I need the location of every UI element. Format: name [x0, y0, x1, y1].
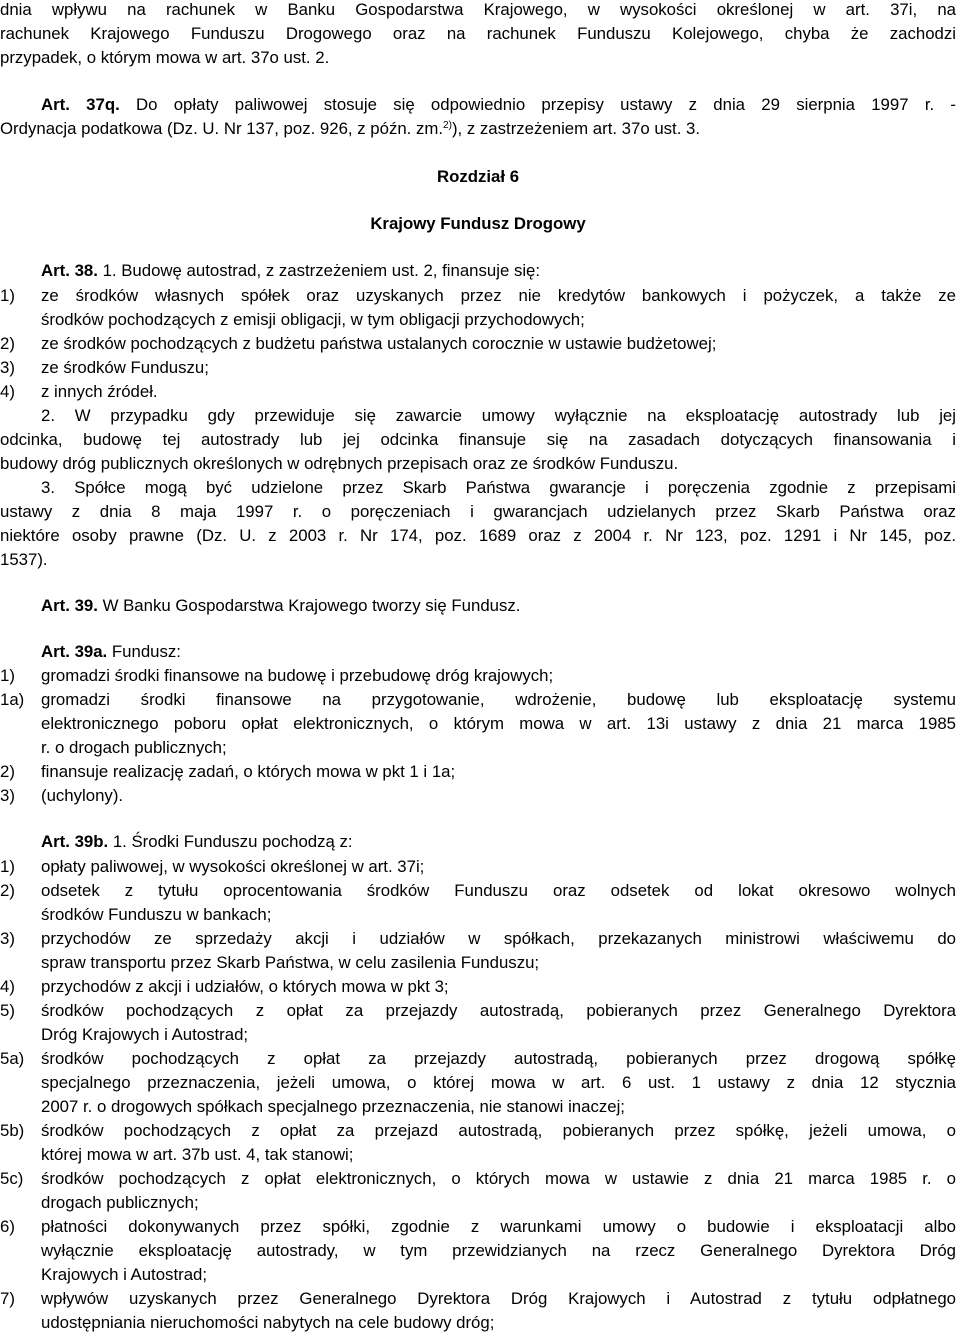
item-text: środków pochodzących z opłat za przejazd autostradą, pobieranych przez spółkę, jeżeli umowa, o	[41, 1121, 956, 1140]
item-text: z innych źródeł.	[41, 382, 158, 401]
art38-p3-line-1: 3. Spółce mogą być udzielone przez Skarb Państwa gwarancje i poręczenia zgodnie z przepisami	[41, 478, 956, 497]
item-text: wpływów uzyskanych przez Generalnego Dyrektora Dróg Krajowych i Autostrad z tytułu odpłatnego	[41, 1289, 956, 1308]
item-number: 3)	[0, 786, 15, 805]
art38-label: Art. 38.	[41, 261, 98, 280]
item-number: 2)	[0, 334, 15, 353]
art39b-lead-text: 1. Środki Funduszu pochodzą z:	[112, 832, 353, 851]
art39a-lead	[41, 640, 181, 665]
item-text: płatności dokonywanych przez spółki, zgodnie z warunkami umowy o budowie i eksploatacji albo	[41, 1217, 956, 1236]
art38-p3-line-3: niektóre osoby prawne (Dz. U. z 2003 r. Nr 174, poz. 1689 oraz z 2004 r. Nr 123, poz. 1291 i Nr 145, poz.	[0, 526, 956, 545]
item-text: odsetek z tytułu oprocentowania środków Funduszu oraz odsetek od lokat okresowo wolnych	[41, 881, 956, 900]
item-number: 5a)	[0, 1049, 25, 1068]
item-text: opłaty paliwowej, w wysokości określonej w art. 37i;	[41, 857, 425, 876]
art39b-item-1	[0, 855, 424, 880]
art39b-label: Art. 39b.	[41, 832, 109, 851]
item-number: 1)	[0, 666, 15, 685]
art39b-item-6	[0, 1215, 956, 1240]
art39b-item-7	[0, 1287, 956, 1312]
art39b-item-2	[0, 879, 956, 904]
art38-item-4	[0, 380, 158, 405]
item-number: 6)	[0, 1217, 15, 1236]
art38-item-1	[0, 284, 956, 309]
item-text: ze środków Funduszu;	[41, 358, 209, 377]
art39b-item-5	[0, 999, 956, 1024]
item-number: 1)	[0, 857, 15, 876]
intro-line-1: dnia wpływu na rachunek w Banku Gospodarstwa Krajowego, w wysokości określonej w art. 37i, na	[0, 0, 956, 19]
footnote-ref: 2)	[443, 120, 452, 131]
art39b-item-5b-cont: której mowa w art. 37b ust. 4, tak stanowi;	[41, 1145, 354, 1164]
art39b-item-5c-cont: drogach publicznych;	[41, 1193, 199, 1212]
art37q-text-3: ), z zastrzeżeniem art. 37o ust. 3.	[451, 119, 701, 138]
art39-text: W Banku Gospodarstwa Krajowego tworzy się Fundusz.	[102, 596, 521, 615]
item-number: 4)	[0, 977, 15, 996]
art37q-text-2: Ordynacja podatkowa (Dz. U. Nr 137, poz. 926, z późn. zm.	[0, 119, 444, 138]
art39a-item-1a	[0, 688, 956, 713]
art39-label: Art. 39.	[41, 596, 98, 615]
art37q-label: Art. 37q.	[41, 95, 120, 114]
item-number: 1)	[0, 286, 15, 305]
item-number: 3)	[0, 929, 15, 948]
art39a-item-1a-cont-1: elektronicznego poboru opłat elektronicznych, o którym mowa w art. 13i ustawy z dnia 21 marca 1985	[41, 714, 956, 733]
art39b-item-6-cont-1: wyłącznie eksploatację autostrady, w tym przewidzianych na rzecz Generalnego Dyrektora Dróg	[41, 1241, 956, 1260]
art39b-item-3-cont: spraw transportu przez Skarb Państwa, w celu zasilenia Funduszu;	[41, 953, 540, 972]
art38-p2-line-1: 2. W przypadku gdy przewiduje się zawarcie umowy wyłącznie na eksploatację autostrady lub jej	[41, 406, 956, 425]
art38-item-3	[0, 356, 209, 381]
item-text: ze środków własnych spółek oraz uzyskanych przez nie kredytów bankowych i pożyczek, a także ze	[41, 286, 956, 305]
art39b-item-5c	[0, 1167, 956, 1192]
item-text: środków pochodzących z opłat za przejazdy autostradą, pobieranych przez Generalnego Dyrektora	[41, 1001, 956, 1020]
item-number: 1a)	[0, 690, 25, 709]
art39a-item-2	[0, 760, 455, 785]
art39a-label: Art. 39a.	[41, 642, 108, 661]
art39b-item-3	[0, 927, 956, 952]
chapter-title: Krajowy Fundusz Drogowy	[370, 214, 586, 233]
art39a-item-3	[0, 784, 123, 809]
item-text: gromadzi środki finansowe na przygotowanie, wdrożenie, budowę lub eksploatację systemu	[41, 690, 956, 709]
art39b-item-7-cont: udostępniania nieruchomości nabytych na cele budowy dróg;	[41, 1313, 495, 1332]
item-number: 5)	[0, 1001, 15, 1020]
item-text: finansuje realizację zadań, o których mowa w pkt 1 i 1a;	[41, 762, 456, 781]
item-text: przychodów z akcji i udziałów, o których mowa w pkt 3;	[41, 977, 449, 996]
art39b-item-4	[0, 975, 449, 1000]
art39a-item-1a-cont-2: r. o drogach publicznych;	[41, 738, 227, 757]
art39b-item-6-cont-2: Krajowych i Autostrad;	[41, 1265, 208, 1284]
item-number: 2)	[0, 762, 15, 781]
art38-p2-line-2: odcinka, budowę tej autostrady lub jej odcinka finansuje się na zasadach dotyczących finansowania i	[0, 430, 956, 449]
art37q-text-1: Do opłaty paliwowej stosuje się odpowiednio przepisy ustawy z dnia 29 sierpnia 1997 r. -	[136, 95, 956, 114]
art39b-item-5-cont: Dróg Krajowych i Autostrad;	[41, 1025, 249, 1044]
art38-item-2	[0, 332, 716, 357]
item-number: 7)	[0, 1289, 15, 1308]
item-text: (uchylony).	[41, 786, 124, 805]
art39	[41, 594, 520, 619]
art39b-item-5a	[0, 1047, 956, 1072]
intro-line-3: przypadek, o którym mowa w art. 37o ust. 2.	[0, 48, 330, 67]
item-text: przychodów ze sprzedaży akcji i udziałów w spółkach, przekazanych ministrowi właściwemu do	[41, 929, 956, 948]
item-number: 4)	[0, 382, 15, 401]
art38-lead	[41, 259, 540, 284]
item-number: 5c)	[0, 1169, 24, 1188]
art38-p3-line-4: 1537).	[0, 550, 48, 569]
art38-lead-text: 1. Budowę autostrad, z zastrzeżeniem ust. 2, finansuje się:	[102, 261, 541, 280]
art38-p3-line-2: ustawy z dnia 8 maja 1997 r. o poręczeniach i gwarancjach udzielanych przez Skarb Państwa oraz	[0, 502, 956, 521]
art39b-item-5a-cont-1: specjalnego przeznaczenia, jeżeli umowa, o której mowa w art. 6 ust. 1 ustawy z dnia 12 stycznia	[41, 1073, 956, 1092]
art39a-item-1	[0, 664, 553, 689]
item-text: środków pochodzących z opłat za przejazdy autostradą, pobieranych przez drogową spółkę	[41, 1049, 956, 1068]
item-text: ze środków pochodzących z budżetu państwa ustalanych corocznie w ustawie budżetowej;	[41, 334, 717, 353]
art39a-lead-text: Fundusz:	[111, 642, 181, 661]
item-text: środków pochodzących z opłat elektronicznych, o których mowa w ustawie z dnia 21 marca 1985 r. o	[41, 1169, 956, 1188]
art37q-line-2	[0, 117, 700, 142]
chapter-number: Rozdział 6	[436, 167, 520, 186]
item-number: 2)	[0, 881, 15, 900]
art39b-item-5a-cont-2: 2007 r. o drogowych spółkach specjalnego przeznaczenia, nie stanowi inaczej;	[41, 1097, 625, 1116]
item-number: 5b)	[0, 1121, 25, 1140]
art38-p2-line-3: budowy dróg publicznych określonych w odrębnych przepisach oraz ze środków Funduszu.	[0, 454, 679, 473]
item-number: 3)	[0, 358, 15, 377]
art38-item-1-cont: środków pochodzących z emisji obligacji, w tym obligacji przychodowych;	[41, 310, 585, 329]
art37q-line-1	[41, 93, 956, 118]
item-text: gromadzi środki finansowe na budowę i przebudowę dróg krajowych;	[41, 666, 554, 685]
art39b-item-5b	[0, 1119, 956, 1144]
art39b-item-2-cont: środków Funduszu w bankach;	[41, 905, 272, 924]
art39b-lead	[41, 830, 353, 855]
intro-line-2: rachunek Krajowego Funduszu Drogowego oraz na rachunek Funduszu Kolejowego, chyba że zachodzi	[0, 24, 956, 43]
